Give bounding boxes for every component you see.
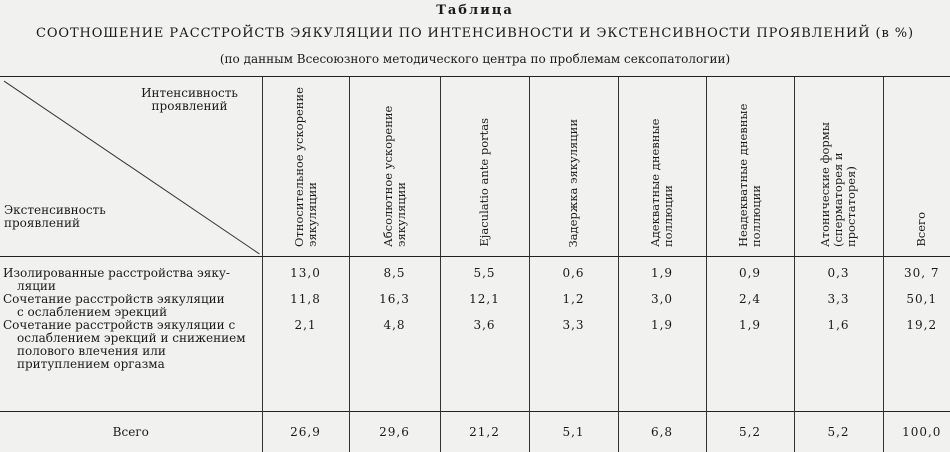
table-row [0,293,950,319]
col-header-ante-portas [440,77,529,257]
cell: 0,6 [529,257,618,294]
col-header-inadequate [706,77,794,257]
cell: 3,0 [618,293,706,319]
cell: 1,6 [794,319,883,412]
row-label-line: Сочетание расстройств эякуляции [3,293,262,306]
cell: 2,4 [706,293,794,319]
cell: 8,5 [349,257,440,294]
cell: 12,1 [440,293,529,319]
data-table [0,76,950,452]
cell: 2,1 [262,319,349,412]
cell: 3,6 [440,319,529,412]
row-label-line: Изолированные расстройства эяку- [3,267,262,280]
col-label: Относительное ускорение эякуляции [293,77,319,247]
table-source: (по данным Всесоюзного методического центра по проблемам сексопатологии) [0,52,950,66]
total-cell: 5,2 [706,412,794,452]
cell: 0,9 [706,257,794,294]
table-title: СООТНОШЕНИЕ РАССТРОЙСТВ ЭЯКУЛЯЦИИ ПО ИНТЕНСИВНОСТИ И ЭКСТЕНСИВНОСТИ ПРОЯВЛЕНИЙ (в %) [0,26,950,41]
cell: 30, 7 [883,257,950,294]
corner-cell [0,77,262,257]
col-header-adequate [618,77,706,257]
col-header-total [883,77,950,257]
row-label-line: ляции [3,280,262,293]
total-cell: 100,0 [883,412,950,452]
total-row [0,412,950,452]
col-label: Ejaculatio ante portas [478,118,491,247]
corner-extensity-label: Экстенсивность проявлений [4,204,114,230]
row-label-line: с ослаблением эрекций [3,306,262,319]
col-header-relative [262,77,349,257]
cell: 1,2 [529,293,618,319]
col-label: Адекватные дневные поллюции [649,77,675,247]
row-label [0,257,262,294]
cell: 50,1 [883,293,950,319]
row-label [0,293,262,319]
cell: 19,2 [883,319,950,412]
cell: 5,5 [440,257,529,294]
row-label [0,319,262,412]
col-header-delay [529,77,618,257]
total-cell: 26,9 [262,412,349,452]
col-label: Абсолютное ускорение эякуляции [382,77,408,247]
total-cell: 5,1 [529,412,618,452]
cell: 3,3 [794,293,883,319]
cell: 1,9 [618,257,706,294]
total-label: Всего [0,412,262,452]
table-label: Таблица [0,3,950,18]
col-label: Неадекватные дневные поллюции [737,77,763,247]
total-cell: 21,2 [440,412,529,452]
cell: 13,0 [262,257,349,294]
col-label: Атонические формы (сперматорея и простаторея) [819,77,858,247]
cell: 0,3 [794,257,883,294]
cell: 1,9 [706,319,794,412]
cell: 11,8 [262,293,349,319]
cell: 16,3 [349,293,440,319]
row-label-line: Сочетание расстройств эякуляции с [3,319,262,332]
col-header-atonic [794,77,883,257]
total-cell: 29,6 [349,412,440,452]
row-label-line: ослаблением эрекций и снижением полового влечения или притуплением оргазма [3,332,262,371]
table-row [0,257,950,294]
total-cell: 5,2 [794,412,883,452]
col-header-absolute [349,77,440,257]
col-label: Задержка эякуляции [567,119,580,247]
cell: 1,9 [618,319,706,412]
total-cell: 6,8 [618,412,706,452]
cell: 3,3 [529,319,618,412]
table-row [0,319,950,412]
header-row [0,77,950,257]
cell: 4,8 [349,319,440,412]
corner-intensity-label: Интенсивность проявлений [130,87,250,113]
col-label: Всего [915,212,928,247]
